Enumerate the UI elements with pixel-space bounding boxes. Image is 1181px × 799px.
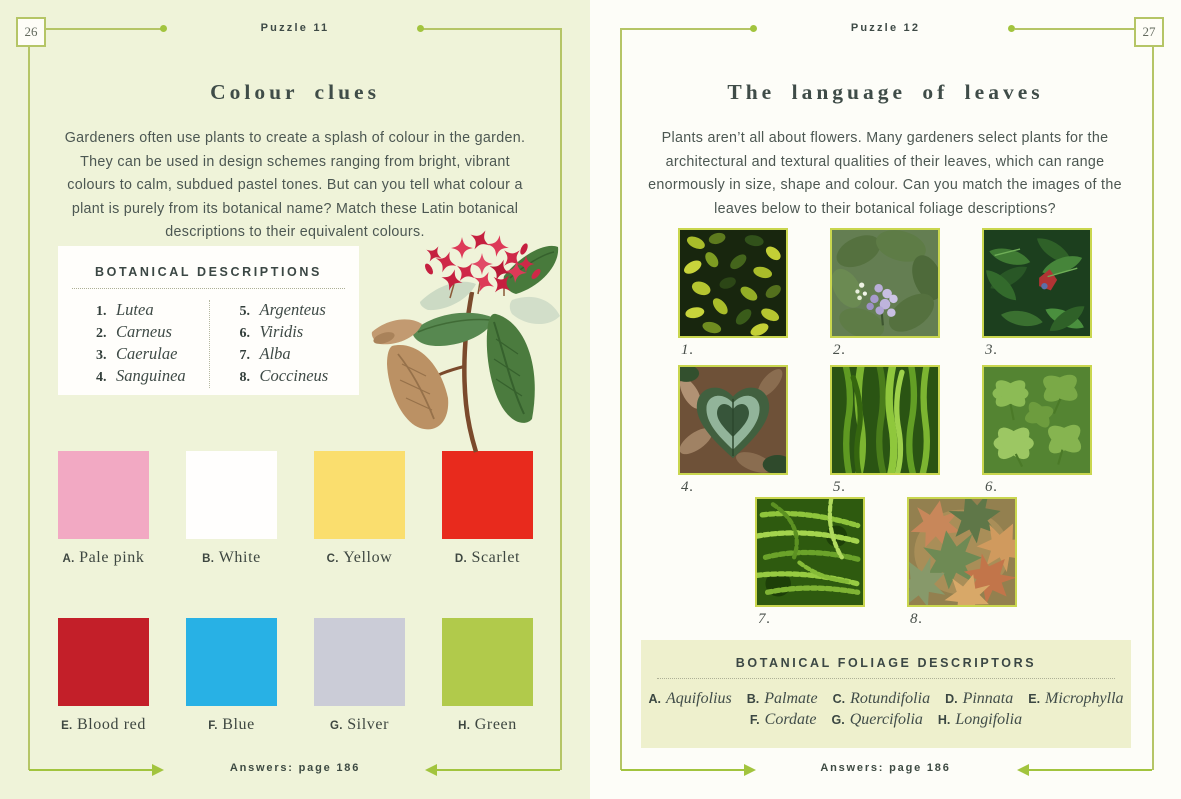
swatch-box: [58, 451, 149, 539]
puzzle-label: Puzzle 12: [850, 22, 921, 34]
swatch-label: D. Scarlet: [454, 549, 521, 566]
page-27: [590, 0, 1181, 799]
botanical-foliage-descriptors-box: [641, 640, 1131, 748]
list-item: 6. Viridis: [239, 322, 304, 341]
frame-left-border: [28, 47, 30, 770]
descriptor-item: A. Aquifolius: [648, 690, 732, 707]
swatch-label: C. Yellow: [326, 549, 393, 566]
leaf-photo-3: [982, 228, 1092, 359]
swatch-label: E. Blood red: [61, 716, 146, 733]
leaf-photo-4-image: [678, 365, 788, 475]
swatch-box: [442, 451, 533, 539]
descriptions-list: [58, 289, 359, 388]
photo-number: 5.: [833, 479, 847, 495]
list-item: 2. Carneus: [96, 322, 172, 341]
leaf-photo-4: [678, 365, 788, 496]
list-item: 4. Sanguinea: [96, 366, 186, 385]
leaf-photo-7: [755, 497, 865, 628]
box-heading: BOTANICAL FOLIAGE DESCRIPTORS: [735, 656, 1037, 670]
intro-text: Plants aren’t all about flowers. Many gardeners select plants for the architectural and textural qualities of their leaves, which can range enormously in size, shape and colour. Can you match the images of the leaves below to their botanical foliage descriptions?: [648, 130, 1122, 217]
photo-number: 3.: [985, 342, 999, 358]
list-item: 5. Argenteus: [239, 300, 326, 319]
swatch-label: B. White: [202, 549, 261, 566]
frame-right-border: [1152, 47, 1154, 770]
swatch-silver: [314, 618, 405, 734]
swatch-label: H. Green: [458, 716, 517, 733]
swatch-box: [314, 618, 405, 706]
page-number: 27: [1142, 24, 1156, 39]
swatch-row-1: [58, 451, 533, 567]
descriptor-item: H. Longifolia: [937, 711, 1023, 728]
photo-row-2: [678, 365, 1092, 496]
red-flower-illustration: [354, 214, 564, 454]
swatch-blue: [186, 618, 277, 734]
intro-text: Gardeners often use plants to create a splash of colour in the garden. They can be used in design schemes ranging from bright, vibrant colours to calm, subdued pastel tones. But can you tell what colour a plant is purely from its botanical name? Match these Latin botanical descriptions to their equivalent colours.: [64, 130, 526, 241]
leaf-photo-8-image: [907, 497, 1017, 607]
leaf-photo-1: [678, 228, 788, 359]
descriptor-item: C. Rotundifolia: [832, 690, 931, 707]
swatch-blood-red: [58, 618, 149, 734]
leaf-photo-3-image: [982, 228, 1092, 338]
swatch-scarlet: [442, 451, 533, 567]
dotted-rule: [657, 678, 1115, 679]
swatch-green: [442, 618, 533, 734]
swatch-box: [186, 618, 277, 706]
page-26: [0, 0, 590, 799]
descriptors-row-2: [641, 711, 1131, 729]
swatch-row-2: [58, 618, 533, 734]
box-heading: BOTANICAL DESCRIPTIONS: [95, 265, 322, 279]
descriptor-item: E. Microphylla: [1028, 690, 1124, 707]
swatch-box: [314, 451, 405, 539]
swatch-label: F. Blue: [208, 716, 255, 733]
swatch-box: [442, 618, 533, 706]
leaf-photo-2-image: [830, 228, 940, 338]
descriptor-item: B. Palmate: [746, 690, 818, 707]
puzzle-label: Puzzle 11: [260, 22, 330, 34]
page-number: 26: [24, 24, 38, 39]
leaf-photo-5: [830, 365, 940, 496]
descriptor-item: F. Cordate: [749, 711, 817, 728]
swatch-box: [186, 451, 277, 539]
answers-note: Answers: page 186: [229, 762, 361, 774]
leaf-photo-6-image: [982, 365, 1092, 475]
photo-number: 4.: [681, 479, 695, 495]
photo-row-1: [678, 228, 1092, 359]
photo-row-3: [755, 497, 1017, 628]
page-title: The language of leaves: [727, 80, 1044, 105]
answers-note: Answers: page 186: [820, 762, 951, 774]
leaf-photo-7-image: [755, 497, 865, 607]
swatch-white: [186, 451, 277, 567]
leaf-photo-2: [830, 228, 940, 359]
botanical-descriptions-box: [58, 246, 359, 395]
photo-number: 2.: [833, 342, 847, 358]
descriptor-item: D. Pinnata: [945, 690, 1014, 707]
photo-number: 1.: [681, 342, 695, 358]
list-item: 8. Coccineus: [239, 366, 329, 385]
photo-number: 6.: [985, 479, 999, 495]
swatch-box: [58, 618, 149, 706]
swatch-label: G. Silver: [329, 716, 390, 733]
swatch-pale-pink: [58, 451, 149, 567]
list-item: 1. Lutea: [96, 300, 154, 319]
list-item: 3. Caerulae: [96, 344, 178, 363]
photo-number: 7.: [758, 611, 772, 627]
leaf-photo-1-image: [678, 228, 788, 338]
leaf-photo-5-image: [830, 365, 940, 475]
photo-number: 8.: [910, 611, 924, 627]
descriptors-row-1: [641, 690, 1131, 708]
descriptions-column-2: [209, 300, 360, 388]
descriptions-column-1: [58, 300, 209, 388]
leaf-photo-8: [907, 497, 1017, 628]
leaf-photo-6: [982, 365, 1092, 496]
page-title: Colour clues: [210, 80, 380, 105]
swatch-label: A. Pale pink: [62, 549, 145, 566]
swatch-yellow: [314, 451, 405, 567]
list-item: 7. Alba: [239, 344, 291, 363]
descriptor-item: G. Quercifolia: [831, 711, 923, 728]
frame-left-border: [620, 28, 622, 770]
